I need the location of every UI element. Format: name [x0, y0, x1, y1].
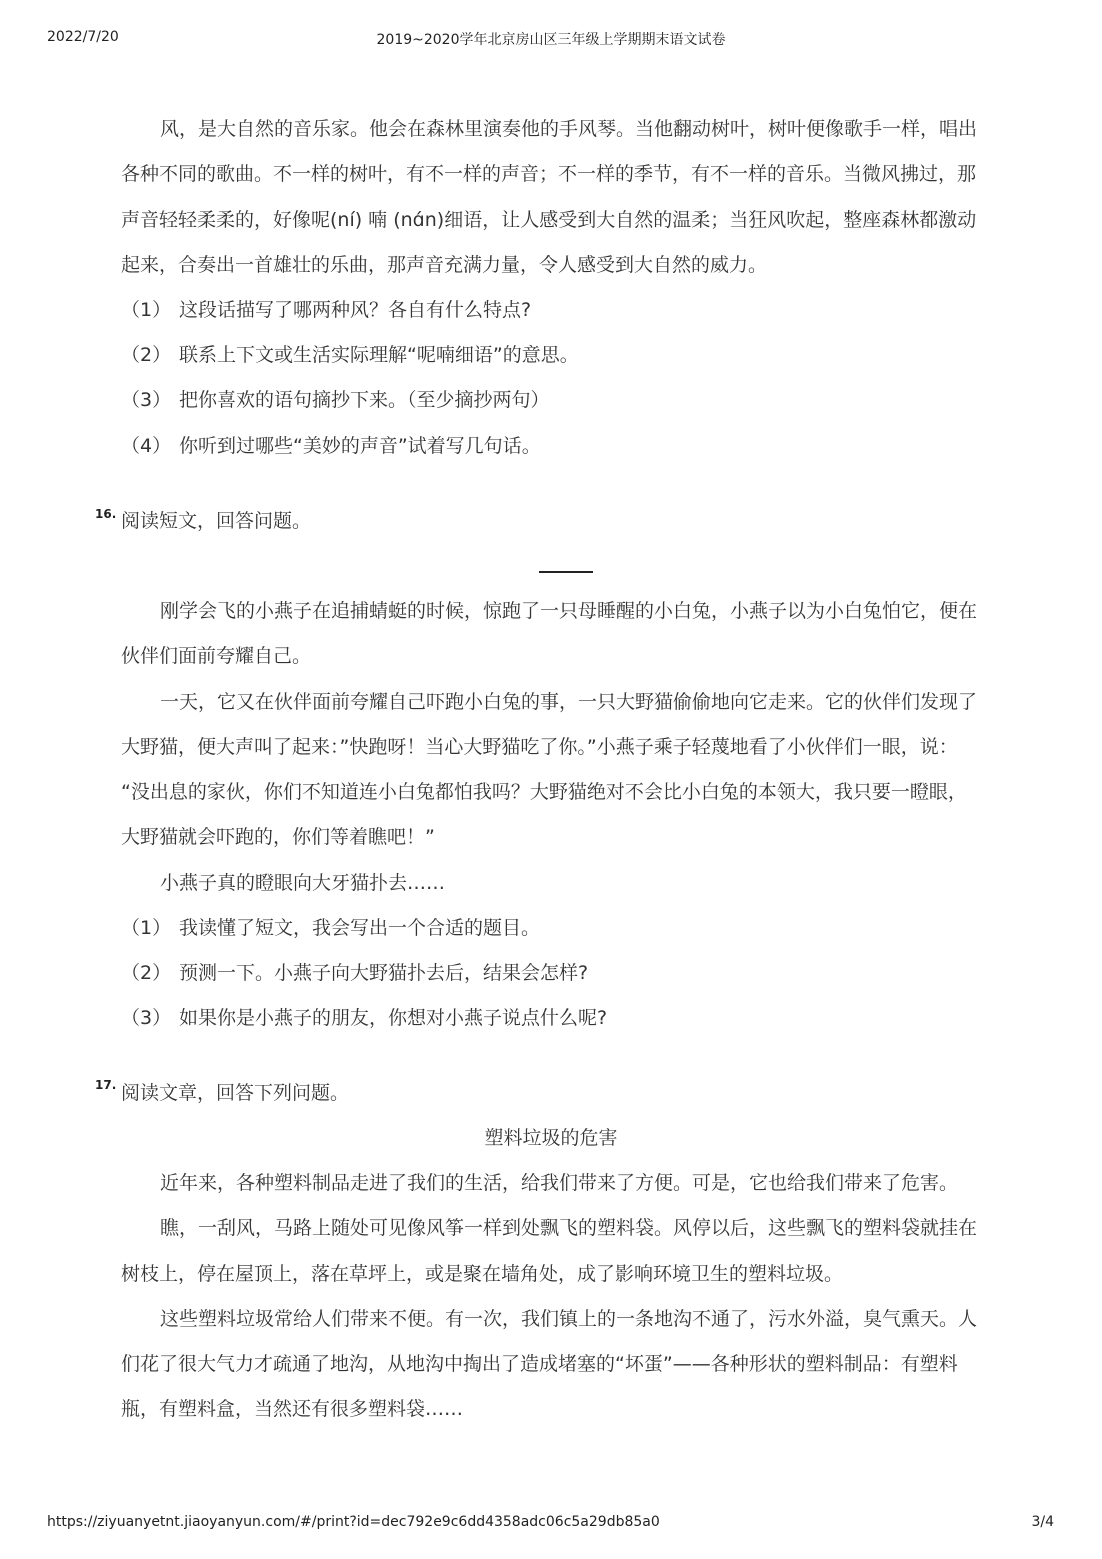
question-number: 17. [95, 1078, 117, 1092]
sub-question [121, 434, 541, 458]
passage-line: 大野猫，便大声叫了起来：”快跑呀！当心大野猫吃了你。”小燕子乘子轻蔑地看了小伙伴们一眼，说： [121, 736, 958, 758]
passage-line: 近年来，各种塑料制品走进了我们的生活，给我们带来了方便。可是，它也给我们带来了危害。 [160, 1172, 959, 1194]
passage-line: 刚学会飞的小燕子在追捕蜻蜓的时候，惊跑了一只母睡醒的小白兔，小燕子以为小白兔怕它，便在 [160, 600, 978, 622]
sub-question-label: （4） [121, 435, 172, 457]
header-date: 2022/7/20 [47, 29, 119, 45]
sub-question [121, 388, 550, 412]
footer-url: https://ziyuanyetnt.jiaoyanyun.com/#/print?id=dec792e9c6dd4358adc06c5a29db85a0 [47, 1514, 660, 1530]
sub-question [121, 916, 540, 940]
sub-question [121, 298, 531, 322]
sub-question-label: （1） [121, 917, 172, 939]
question-number: 16. [95, 507, 117, 521]
article-title: 塑料垃圾的危害 [484, 1127, 618, 1149]
sub-question-text: 我读懂了短文，我会写出一个合适的题目。 [179, 917, 541, 939]
passage-line: 瓶，有塑料盒，当然还有很多塑料袋…… [121, 1398, 464, 1420]
sub-question-label: （3） [121, 1007, 172, 1029]
document-title: 2019~2020学年北京房山区三年级上学期期末语文试卷 [376, 32, 726, 48]
sub-question-text: 这段话描写了哪两种风？各自有什么特点? [179, 299, 532, 321]
passage-line: 树枝上，停在屋顶上，落在草坪上，或是聚在墙角处，成了影响环境卫生的塑料垃圾。 [121, 1263, 844, 1285]
passage-line: 声音轻轻柔柔的，好像呢(ní) 喃 (nɑ́n)细语，让人感受到大自然的温柔；当狂风吹起，整座森林都激动 [121, 209, 977, 231]
passage-line: 风，是大自然的音乐家。他会在森林里演奏他的手风琴。当他翻动树叶，树叶便像歌手一样，唱出 [160, 118, 978, 140]
sub-question [121, 1006, 607, 1030]
sub-question-text: 你听到过哪些“美妙的声音”试着写几句话。 [179, 435, 541, 457]
passage-line: 瞧，一刮风，马路上随处可见像风筝一样到处飘飞的塑料袋。风停以后，这些飘飞的塑料袋就挂在 [160, 1217, 978, 1239]
sub-question-label: （1） [121, 299, 172, 321]
passage-line: 各种不同的歌曲。不一样的树叶，有不一样的声音；不一样的季节，有不一样的音乐。当微风拂过，那 [121, 163, 977, 185]
passage-line: 小燕子真的瞪眼向大牙猫扑去…… [160, 872, 446, 894]
sub-question [121, 343, 579, 367]
question-instruction: 阅读短文，回答问题。 [121, 510, 312, 532]
passage-line: 伙伴们面前夸耀自己。 [121, 645, 312, 667]
passage-line: 一天，它又在伙伴面前夸耀自己吓跑小白兔的事，一只大野猫偷偷地向它走来。它的伙伴们发现了 [160, 691, 978, 713]
passage-line: 这些塑料垃圾常给人们带来不便。有一次，我们镇上的一条地沟不通了，污水外溢，臭气熏天。人 [160, 1308, 978, 1330]
passage-line: 大野猫就会吓跑的，你们等着瞧吧！” [121, 826, 435, 848]
sub-question-label: （2） [121, 344, 172, 366]
sub-question-text: 把你喜欢的语句摘抄下来。（至少摘抄两句） [179, 389, 550, 411]
sub-question-text: 预测一下。小燕子向大野猫扑去后，结果会怎样? [179, 962, 589, 984]
sub-question-label: （2） [121, 962, 172, 984]
passage-line: 起来，合奏出一首雄壮的乐曲，那声音充满力量，令人感受到大自然的威力。 [121, 254, 768, 276]
sub-question [121, 961, 588, 985]
question-instruction: 阅读文章，回答下列问题。 [121, 1082, 350, 1104]
passage-line: 们花了很大气力才疏通了地沟，从地沟中掏出了造成堵塞的“坏蛋”——各种形状的塑料制品：有塑料 [121, 1353, 958, 1375]
blank-title-line [539, 571, 593, 573]
sub-question-text: 如果你是小燕子的朋友，你想对小燕子说点什么呢? [179, 1007, 608, 1029]
page-number: 3/4 [1031, 1514, 1054, 1530]
sub-question-label: （3） [121, 389, 172, 411]
passage-line: “没出息的家伙，你们不知道连小白兔都怕我吗？大野猫绝对不会比小白兔的本领大，我只要一瞪眼， [121, 781, 967, 803]
sub-question-text: 联系上下文或生活实际理解“呢喃细语”的意思。 [179, 344, 579, 366]
